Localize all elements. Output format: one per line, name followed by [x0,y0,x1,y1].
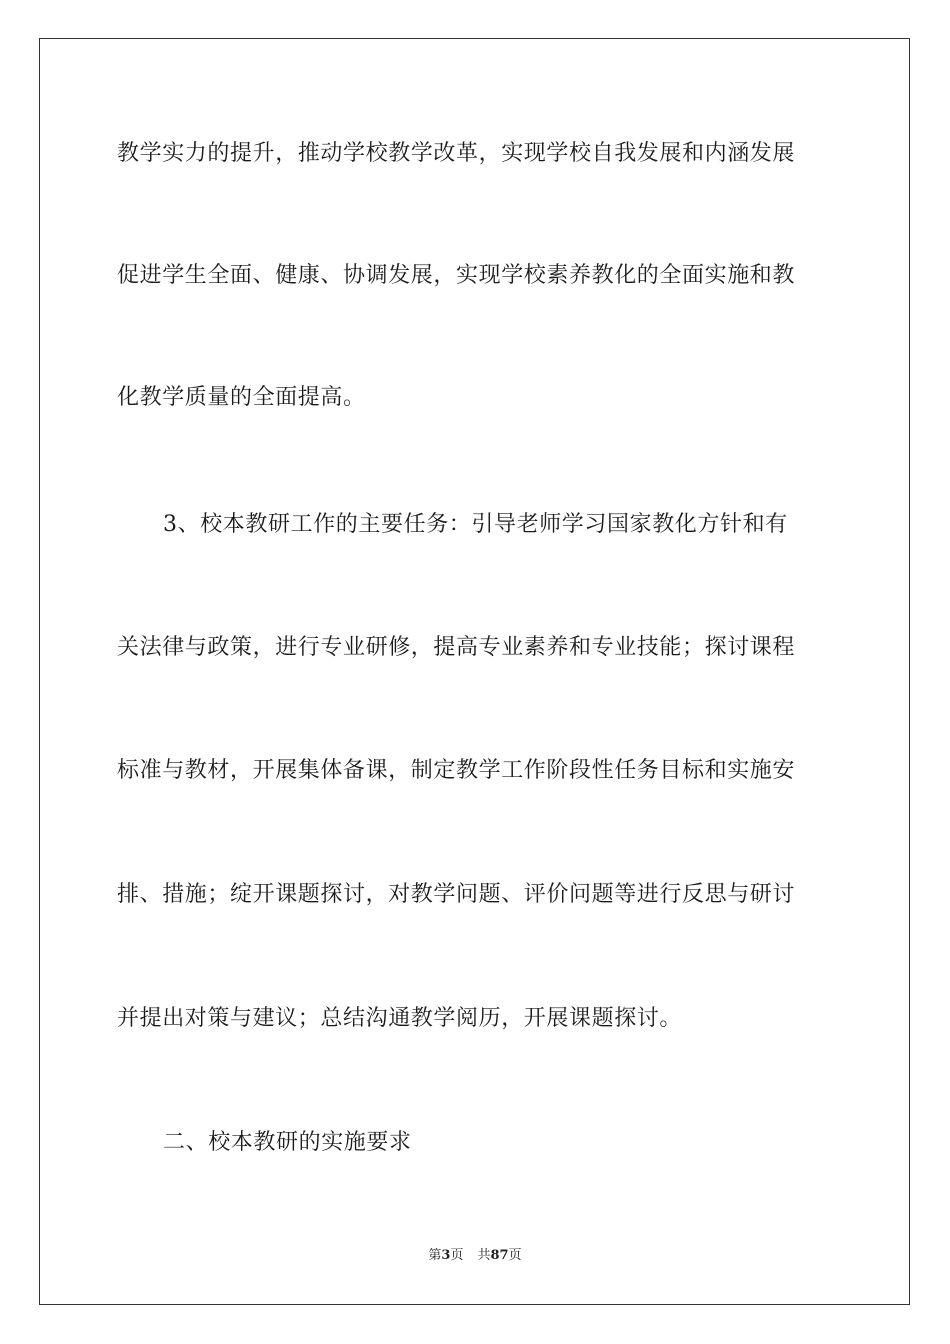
paragraph-line: 并提出对策与建议；总结沟通教学阅历，开展课题探讨。 [117,1006,683,1031]
paragraph-line: 关法律与政策，进行专业研修，提高专业素养和专业技能；探讨课程 [117,635,796,660]
page-border [39,38,910,1305]
page-footer [0,1246,950,1266]
page-prefix: 第 [428,1248,442,1263]
paragraph-line: 化教学质量的全面提高。 [117,385,366,410]
total-pages: 87 [490,1248,509,1263]
page-number: 3 [441,1248,451,1263]
total-suffix: 页 [508,1248,522,1263]
paragraph-line: 标准与教材，开展集体备课，制定教学工作阶段性任务目标和实施安 [117,758,796,783]
paragraph-line: 促进学生全面、健康、协调发展，实现学校素养教化的全面实施和教 [117,263,796,288]
page-suffix: 页 [450,1248,464,1263]
paragraph-line: 排、措施；绽开课题探讨，对教学问题、评价问题等进行反思与研讨 [117,882,796,907]
total-prefix: 共 [477,1248,491,1263]
paragraph-line: 教学实力的提升，推动学校教学改革，实现学校自我发展和内涵发展 [117,141,796,166]
paragraph-line: 3、校本教研工作的主要任务：引导老师学习国家教化方针和有 [163,512,788,537]
section-heading: 二、校本教研的实施要求 [163,1130,412,1155]
